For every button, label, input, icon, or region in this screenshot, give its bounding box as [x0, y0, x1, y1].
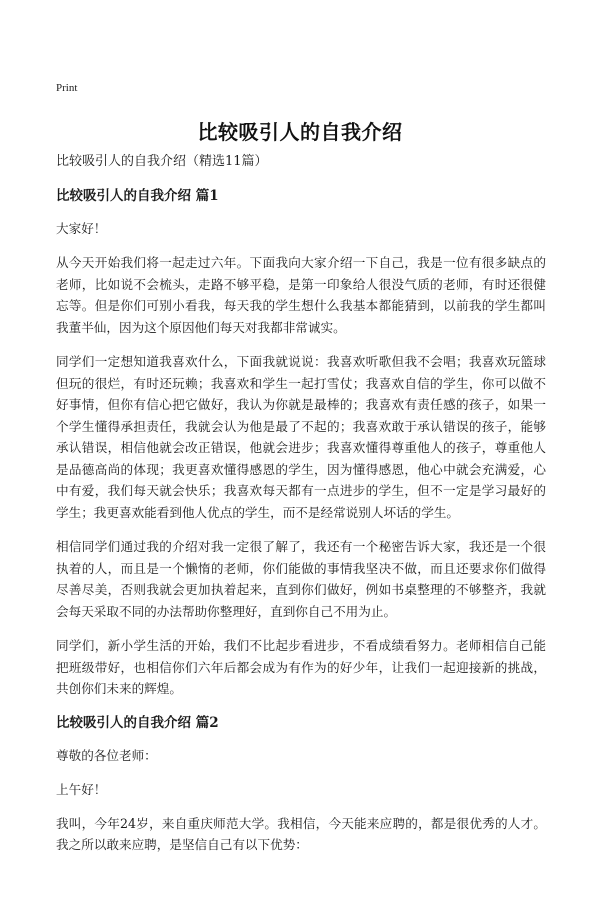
- body-paragraph: 同学们一定想知道我喜欢什么，下面我就说说：我喜欢听歌但我不会唱；我喜欢玩篮球但玩的很烂，有时还玩赖；我喜欢和学生一起打雪仗；我喜欢自信的学生，你可以做不好事情，但你有信心把它做好，我认为你就是最棒的；我喜欢有责任感的孩子，如果一个学生懂得承担责任，我就会认为他是最了不起的；我喜欢敢于承认错误的孩子，能够承认错误，相信他就会改正错误，他就会进步；我喜欢懂得尊重他人的孩子，尊重他人是品德高尚的体现；我更喜欢懂得感恩的学生，因为懂得感恩，他心中就会充满爱，心中有爱，我们每天就会快乐；我喜欢每天都有一点进步的学生，但不一定是学习最好的学生；我更喜欢能看到他人优点的学生，而不是经常说别人坏话的学生。: [56, 354, 546, 520]
- body-paragraph: 从今天开始我们将一起走过六年。下面我向大家介绍一下自己，我是一位有很多缺点的老师，比如说不会梳头，走路不够平稳，是第一印象给人很没气质的老师，有时还很健忘等。但是你们可别小看我，每天我的学生想什么我基本都能猜到，以前我的学生都叫我董半仙，因为这个原因他们每天对我都非常诚实。: [56, 255, 546, 335]
- document-body: [56, 152, 546, 869]
- body-paragraph: 我叫，今年24岁，来自重庆师范大学。我相信，今天能来应聘的，都是很优秀的人才。我之所以敢来应聘，是坚信自己有以下优势：: [56, 815, 546, 852]
- salutation-paragraph: 尊敬的各位老师：: [56, 747, 157, 763]
- document-subtitle: 比较吸引人的自我介绍（精选11篇）: [56, 154, 268, 169]
- section-heading-2: 比较吸引人的自我介绍 篇2: [56, 714, 219, 731]
- print-label[interactable]: Print: [56, 82, 78, 94]
- greeting-paragraph: 大家好！: [56, 221, 107, 236]
- section-heading-1: 比较吸引人的自我介绍 篇1: [56, 188, 219, 204]
- body-paragraph: 相信同学们通过我的介绍对我一定很了解了，我还有一个秘密告诉大家，我还是一个很执着的人，而且是一个懒惰的老师，你们能做的事情我坚决不做，而且还要求你们做得尽善尽美，否则我就会更加执着起来，直到你们做好，例如书桌整理的不够整齐，我就会每天采取不同的办法帮助你整理好，直到你自己不用为止。: [56, 539, 546, 619]
- body-paragraph: 同学们，新小学生活的开始，我们不比起步看进步，不看成绩看努力。老师相信自己能把班级带好，也相信你们六年后都会成为有作为的好少年，让我们一起迎接新的挑战，共创你们未来的辉煌。: [56, 638, 546, 696]
- document-title: 比较吸引人的自我介绍: [197, 120, 403, 144]
- greeting-paragraph: 上午好！: [56, 781, 107, 797]
